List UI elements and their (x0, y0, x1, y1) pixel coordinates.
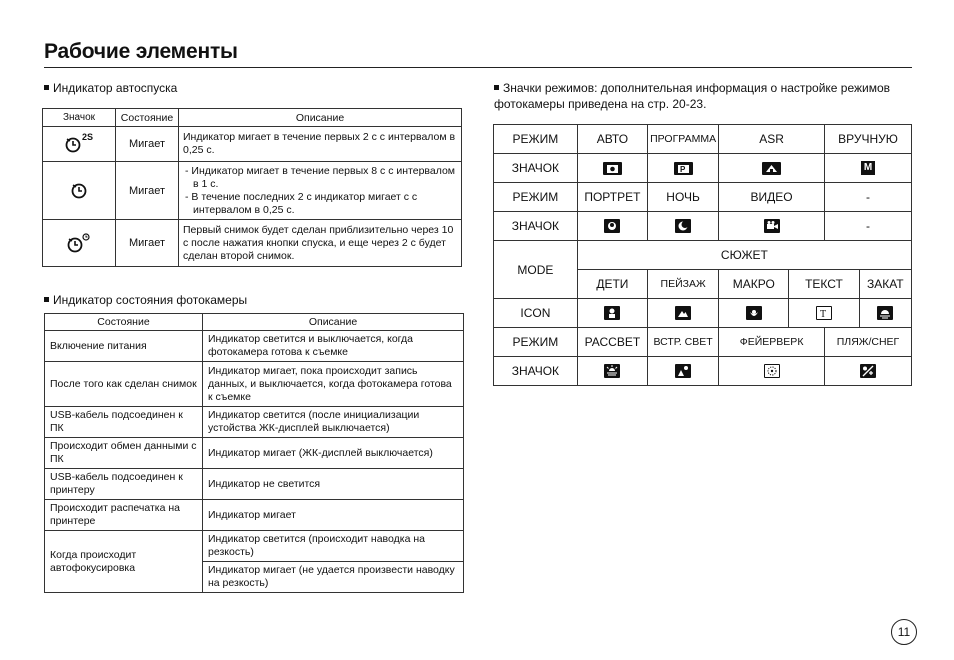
state-cell: USB-кабель подсоединен к ПК (45, 407, 203, 438)
table-header: Состояние (45, 314, 203, 331)
mode-icons-table (493, 124, 912, 386)
icon-label: ЗНАЧОК (494, 212, 578, 241)
mode-name: ВСТР. СВЕТ (647, 328, 718, 357)
mode-name: ВИДЕО (719, 183, 825, 212)
state-cell: USB-кабель подсоединен к принтеру (45, 469, 203, 500)
mode-label: РЕЖИМ (494, 125, 578, 154)
state-cell: Мигает (116, 220, 179, 267)
scene-name: ПЕЙЗАЖ (647, 270, 718, 299)
table-row (45, 469, 464, 500)
mode-name: ФЕЙЕРВЕРК (719, 328, 825, 357)
mode-label: РЕЖИМ (494, 183, 578, 212)
camera-status-heading: Индикатор состояния фотокамеры (44, 292, 247, 308)
table-header-row (45, 314, 464, 331)
program-mode-icon (647, 154, 718, 183)
icon-label: ЗНАЧОК (494, 357, 578, 386)
svg-text:P: P (679, 165, 685, 175)
scene-label: СЮЖЕТ (577, 241, 911, 270)
self-timer-10s-icon (43, 162, 116, 220)
table-row (494, 357, 912, 386)
backlight-mode-icon (647, 357, 718, 386)
description-cell: Индикатор светится (происходит наводка на резкость) (203, 531, 464, 562)
description-cell: Индикатор мигает (ЖК-дисплей выключается) (203, 438, 464, 469)
table-row (45, 500, 464, 531)
scene-name: ДЕТИ (577, 270, 647, 299)
table-row (494, 328, 912, 357)
description-cell: Индикатор светится (после инициализации устойства ЖК-дисплей выключается) (203, 407, 464, 438)
scene-name: ЗАКАТ (859, 270, 911, 299)
table-row (45, 531, 464, 562)
page-title: Рабочие элементы (44, 40, 238, 63)
state-cell: Когда происходит автофокусировка (45, 531, 203, 593)
mode-name: ПОРТРЕТ (577, 183, 647, 212)
table-row (43, 127, 462, 162)
table-header: Описание (179, 109, 462, 127)
table-row (494, 183, 912, 212)
sunset-mode-icon (859, 299, 911, 328)
beach-snow-mode-icon (825, 357, 912, 386)
asr-mode-icon (719, 154, 825, 183)
description-cell: Индикатор мигает в течение первых 2 с с интервалом в 0,25 с. (179, 127, 462, 162)
macro-mode-icon (719, 299, 789, 328)
state-cell: Мигает (116, 162, 179, 220)
description-cell: Индикатор мигает (203, 500, 464, 531)
table-row (494, 212, 912, 241)
description-cell: - Индикатор мигает в течение первых 8 с с интервалом в 1 с. - В течение последних 2 с индикатор мигает с с интервалом в 0,25 с. (179, 162, 462, 220)
mode-name: РАССВЕТ (577, 328, 647, 357)
mode-label-en: MODE (494, 241, 578, 299)
table-header-row (43, 109, 462, 127)
title-rule (44, 67, 912, 68)
mode-name: ASR (719, 125, 825, 154)
state-cell: После того как сделан снимок (45, 362, 203, 407)
self-timer-double-icon (43, 220, 116, 267)
table-row (494, 154, 912, 183)
icon-dash: - (825, 212, 912, 241)
icon-label-en: ICON (494, 299, 578, 328)
bullet-icon (494, 85, 499, 90)
mode-name: АВТО (577, 125, 647, 154)
state-cell: Происходит распечатка на принтере (45, 500, 203, 531)
description-cell: Первый снимок будет сделан приблизительно через 10 с после нажатия кнопки спуска, и еще через 2 с будет сделан второй снимок. (179, 220, 462, 267)
auto-mode-icon (577, 154, 647, 183)
table-row (43, 162, 462, 220)
description-cell: Индикатор мигает, пока происходит запись данных, и выключается, когда фотокамера готова к съемке (203, 362, 464, 407)
dawn-mode-icon (577, 357, 647, 386)
mode-name: ПРОГРАММА (647, 125, 718, 154)
scene-name: МАКРО (719, 270, 789, 299)
table-header: Значок (43, 109, 116, 127)
mode-name: - (825, 183, 912, 212)
table-row (494, 241, 912, 270)
svg-text:T: T (819, 309, 827, 320)
table-header: Состояние (116, 109, 179, 127)
page-number: 11 (891, 619, 917, 645)
landscape-mode-icon (647, 299, 718, 328)
video-mode-icon (719, 212, 825, 241)
text-mode-icon (789, 299, 859, 328)
mode-name: ВРУЧНУЮ (825, 125, 912, 154)
self-timer-2s-icon (43, 127, 116, 162)
state-cell: Включение питания (45, 331, 203, 362)
table-row (45, 331, 464, 362)
night-mode-icon (647, 212, 718, 241)
state-cell: Мигает (116, 127, 179, 162)
manual-mode-icon: M (825, 154, 912, 183)
table-row (45, 438, 464, 469)
description-cell: Индикатор мигает (не удается произвести наводку на резкость) (203, 562, 464, 593)
table-row (45, 407, 464, 438)
bullet-icon (44, 297, 49, 302)
self-timer-2s-label: 2S (82, 131, 94, 142)
table-row (45, 362, 464, 407)
table-header: Описание (203, 314, 464, 331)
mode-label: РЕЖИМ (494, 328, 578, 357)
mode-name: ПЛЯЖ/СНЕГ (825, 328, 912, 357)
self-timer-heading: Индикатор автоспуска (44, 80, 177, 96)
icon-label: ЗНАЧОК (494, 154, 578, 183)
self-timer-table (42, 108, 462, 267)
table-row (43, 220, 462, 267)
portrait-mode-icon (577, 212, 647, 241)
description-cell: Индикатор не светится (203, 469, 464, 500)
modes-heading: Значки режимов: дополнительная информация о настройке режимов фотокамеры приведена на стр. 20-23. (494, 81, 891, 111)
scene-name: ТЕКСТ (789, 270, 859, 299)
table-row (494, 125, 912, 154)
children-mode-icon (577, 299, 647, 328)
bullet-icon (44, 85, 49, 90)
state-cell: Происходит обмен данными с ПК (45, 438, 203, 469)
description-cell: Индикатор светится и выключается, когда фотокамера готова к съемке (203, 331, 464, 362)
fireworks-mode-icon (719, 357, 825, 386)
mode-name: НОЧЬ (647, 183, 718, 212)
camera-status-table (44, 313, 464, 593)
table-row (494, 299, 912, 328)
